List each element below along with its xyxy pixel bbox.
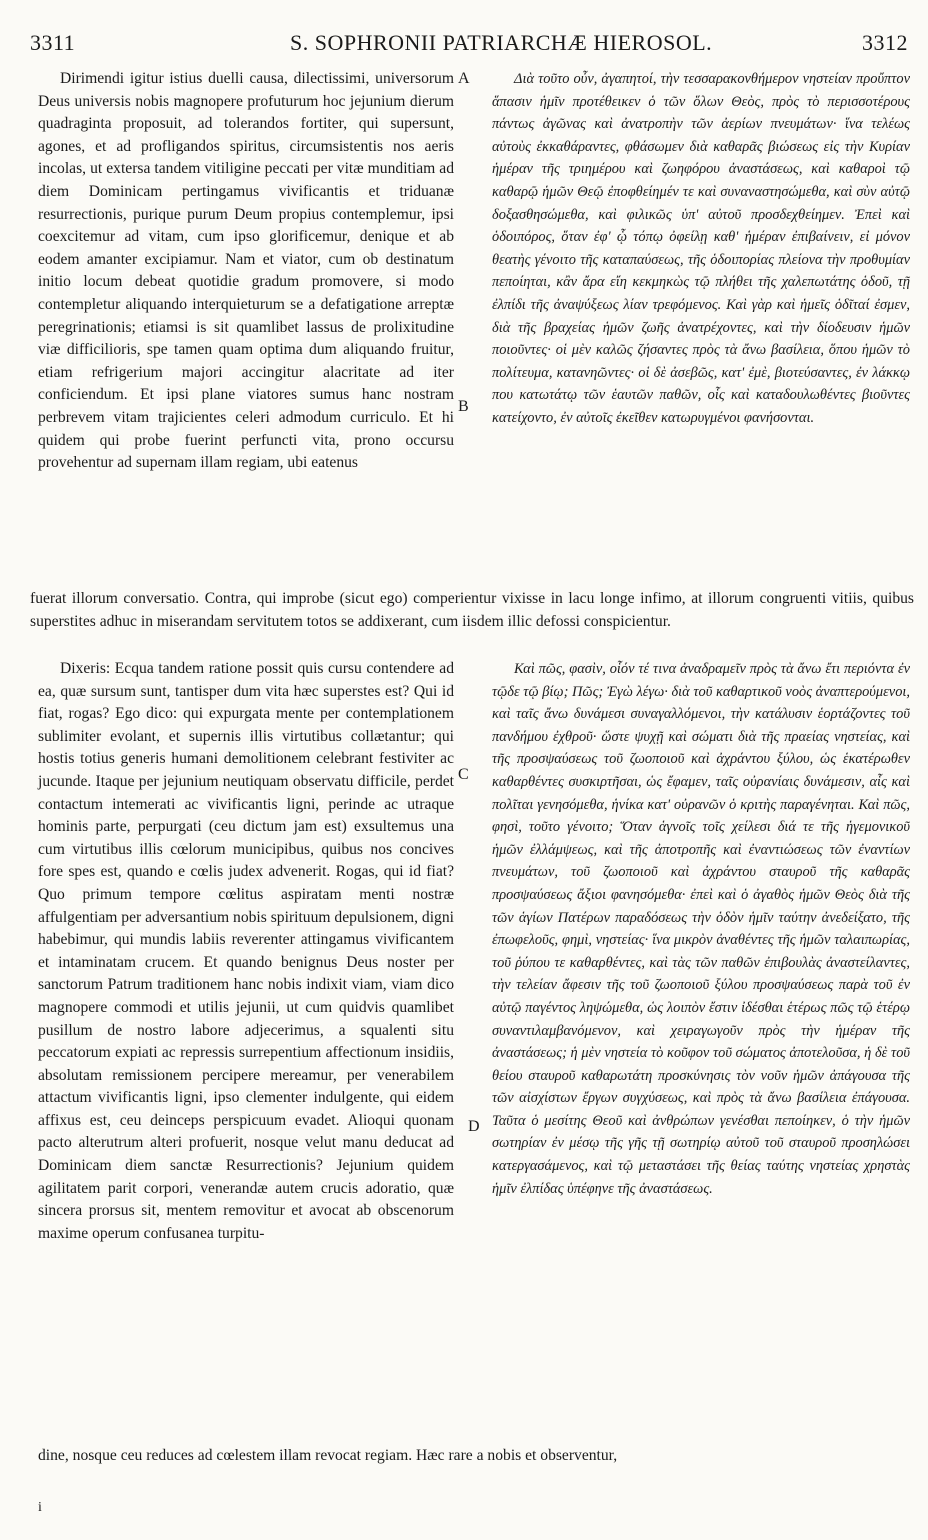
latin-span-paragraph: fuerat illorum conversatio. Contra, qui improbe (sicut ego) comperientur vixisse in lacu longe infimo, at illorum congruenti vitiis, quibus superstites adhuc in miserandam servitutem totos se addixerant, cum iisdem illic defossi conspicientur.: [30, 590, 914, 630]
latin-paragraph: Dixeris: Ecqua tandem ratione possit quis cursu contendere ad ea, quæ sursum sunt, tantisper dum vita hæc superstes est? Qui id fiat, rogas? Ego dico: qui expurgata mente per contemplationem sublimiter evolant, et supernis illis virtutibus collætantur; qui hostis totius generis humani demolitionem celebrant festiviter ac jucunde. Itaque per jejunium neutiquam observatu difficile, perdet contactum intemerati ac vivificantis ligni, perinde ac utraque hominis parte, perpurgati (ceu dictum jam est) exsultemus una cum virtutibus illis cœlorum municipibus, quibus nos concives fore spes est, quando e cœlis judex advenerit. Rogas, qui id fiat? Quo primum tempore cœlitus aspiratam menti nostræ affulgentiam per adversantium nobis spirituum depulsionem, digni habebimur, qui mundis labiis reverenter attingamus vivificantem et intaminatam crucem. Et quando benignus Deus noster per sanctorum Patrum traditionem hanc nobis indixit viam, viam dico magnopere commodi et utilis jejunii, ut cum quidvis quamlibet pusillum de nostro labore adjecerimus, a squalenti situ peccatorum expiati ac repressis surrepentium affectionum insidiis, absolutam remissionem percipere mereamur, per venerabilem attactum vivificantis ligni, ipso clementer indulgente, qui eidem affixus est, ceu deinceps perspicuum evadet. Alioqui quonam pacto alterutrum alteri profuerit, nosque velut manu deducat ad Dominicam diem sanctæ Resurrectionis? Jejunium quidem agilitatem parit corpori, venerandæ autem crucis adoratio, quæ sincera prorsus sit, mentem removitur et avocat ab obscenorum maxime operum confusanea turpitu-: [38, 660, 454, 1242]
page-number-left: 3311: [30, 30, 76, 55]
page-number-right: 3312: [862, 30, 908, 55]
footnote-mark: i: [38, 1500, 42, 1515]
latin-final-paragraph: dine, nosque ceu reduces ad cœlestem illam revocat regiam. Hæc rare a nobis et observentur,: [38, 1447, 618, 1464]
latin-spanning-text: [30, 588, 914, 633]
greek-column-upper: [492, 68, 910, 430]
page-header: [30, 30, 908, 60]
section-marker-c: C: [458, 766, 469, 783]
running-title: S. SOPHRONII PATRIARCHÆ HIEROSOL.: [290, 30, 713, 55]
section-marker-b: B: [458, 398, 469, 415]
section-marker-d: D: [468, 1118, 480, 1135]
greek-paragraph: Καὶ πῶς, φασὶν, οἷόν τέ τινα ἀναδραμεῖν πρὸς τὰ ἄνω ἔτι περιόντα ἐν τῷδε τῷ βίῳ; Πῶς; Ἐγὼ λέγω· διὰ τοῦ καθαρτικοῦ νοὸς ἀναπτερούμενοι, καὶ ταῖς ἄνω δυνάμεσι συναγαλλόμενοι, τὴν κατάλυσιν ἑορτάζοντες τοῦ πανδήμου ἐχθροῦ· ὥστε ψυχῇ καὶ σώματι διὰ τῆς πραείας νηστείας, καὶ τῆς προσψαύσεως τοῦ ζωοποιοῦ καὶ ἀχράντου ξύλου, ὡς ἑκατέρωθεν καθαρθέντες συσκιρτῆσαι, ὡς ἔφαμεν, ταῖς οὐρανίαις δυνάμεσιν, αἷς καὶ πολῖται γενησόμεθα, ἡνίκα κατ' οὐρανῶν ὁ κριτὴς παραγένηται. Καὶ πῶς, φησὶ, τοῦτο γένοιτο; Ὅταν ἁγνοῖς τοῖς χείλεσι διά τε τῆς ἡγεμονικοῦ ἡμῶν ἐλλάμψεως, καὶ τῆς ἀποτροπῆς καὶ ἐναντιώσεως τῶν ἐναντίων πνευμάτων, τοῦ ζωοποιοῦ καὶ ἀχράντου σταυροῦ τῆς καθαρᾶς προσψαύσεως ἄξιοι φανησόμεθα· ἐπεὶ καὶ ὁ ἀγαθὸς ἡμῶν Θεὸς διὰ τῆς τῶν ἁγίων Πατέρων παραδόσεως τὴν ὁδὸν ἡμῖν ταύτην ἀνεδείξατο, τῆς ἐπωφελοῦς, φημὶ, νηστείας· ἵνα μικρὸν ἀναθέντες τῆς ἡμῶν ταλαιπωρίας, τοῦ ῥύπου τε καθαρθέντες, καὶ τὰς τῶν παθῶν ἐπιβουλὰς ἀναστείλαντες, τὴν τελείαν ἄφεσιν τῆς τοῦ ζωοποιοῦ ξύλου προσψαύσεως παρὰ τοῦ ἐν αὐτῷ παγέντος ληψώμεθα, ὡς λοιπὸν ἔστιν ἰδέσθαι ἑτέρως πῶς τῷ ἑτέρῳ συναντιλαμβανόμενον, καὶ χειραγωγοῦν πρὸς τὴν ἡμέραν τῆς ἀναστάσεως; ἡ μὲν νηστεία τὸ κοῦφον τοῦ σώματος ἀποτελοῦσα, ἡ δὲ τοῦ θείου σταυροῦ καθαρωτάτη προσκύνησις τὸν νοῦν ἡμῶν ἀπάγουσα τῆς τῶν αἰσχίστων ἔργων συγχύσεως, καὶ πρὸς τὰ ἄνω βασίλεια ἐπάγουσα. Ταῦτα ὁ μεσίτης Θεοῦ καὶ ἀνθρώπων γενέσθαι πεποίηκεν, ὁ τὴν ἡμῶν σωτηρίαν ἐν μέσῳ τῆς γῆς τῇ σωτηρίῳ αὐτοῦ τοῦ σταυροῦ προσηλώσει κατεργασάμενος, καὶ τῷ μεταστάσει τῆς θείας ταύτης νηστείας χρηστὰς ἡμῖν ἐλπίδας ὑπέφηνε τῆς ἀναστάσεως.: [492, 661, 910, 1197]
greek-paragraph: Διὰ τοῦτο οὖν, ἀγαπητοί, τὴν τεσσαρακονθήμερον νηστείαν προὔπτον ἅπασιν ἡμῖν προτέθεικεν ὁ τῶν ὅλων Θεὸς, πρὸς τὸ περισσοτέρους πάντως ἀγῶνας καὶ ἀνατροπὴν τῶν ἀερίων πνευμάτων· ἵνα τελέως αὐτοὺς ἐκκαθάραντες, φθάσωμεν διὰ καθαρᾶς βιώσεως εἰς τὴν Κυρίαν ἡμέραν τῆς τριημέρου καὶ ζωηφόρου ἀναστάσεως, καὶ καθαροὶ τῷ καθαρῷ ἡμῶν Θεῷ ἐποφθείημέν τε καὶ συναναστησώμεθα, καὶ σὺν αὐτῷ δοξασθησώμεθα, καὶ φιλικῶς ὑπ' αὐτοῦ προσδεχθείημεν. Ἐπεὶ καὶ ὁδοιπόρος, ὅταν ἐφ' ᾧ τόπῳ ὀφείλῃ καθ' ἡμέραν ἐπιβαίνειν, εἰ μόνον θεατὴς γένοιτο τῆς καταπαύσεως, τῆς ὁδοιπορίας πλείονα τὴν προθυμίαν πεποίηται, κἂν ἄρα εἴη κεκμηκὼς τῷ πλήθει τῆς χαλεπωτάτης ὁδοῦ, τῇ ἐλπίδι τῆς ἀναψύξεως λίαν τρεφόμενος. Καὶ γὰρ καὶ ἡμεῖς ὁδῖταί ἐσμεν, διὰ τῆς βραχείας ἡμῶν ζωῆς ἀνατρέχοντες, καὶ τὴν δίοδευσιν ἡμῶν ποιοῦντες· οἱ μὲν καλῶς ζήσαντες πρὸς τὰ ἄνω βασίλεια, ὅπου ἡμῶν τὸ πολίτευμα, κατανηῶντες· οἱ δὲ ἀσεβῶς, κατ' ἐμὲ, βιοτεύσαντες, ἐν λάκκῳ που κατωτάτῳ τῶν ἑαυτῶν παθῶν, οἷς καὶ καταδουλωθέντες βιοῦντες κατείχοντο, ἐν αὐτοῖς ἐκεῖθεν κατωρυγμένοι φανήσονται.: [492, 71, 910, 426]
section-marker-a: A: [458, 70, 470, 87]
latin-column-upper: [38, 68, 454, 475]
latin-paragraph: Dirimendi igitur istius duelli causa, dilectissimi, universorum Deus universis nobis magnopere profuturum hoc jejunium dierum quadraginta proposuit, ad tolerandos fortiter, qui supersunt, agones, et ad profligandos spiritus, circumsistentis nos aeris incolas, ut extersa tandem vitiligine peccati per vitæ munditiam ad diem Dominicam pertingamus vivificantis et triduanæ resurrectionis, purique purum Deum propius contemplemur, ipsi coexcitemur ad vitam, cum ipso glorificemur, denique et ab eodem amanter excipiamur. Nam et viator, cum ob destinatum initio locum debeat quotidie gradum promovere, si modo contempletur aliquando interquieturum se a defatigatione arreptæ peregrinationis; etiamsi is sit quamlibet lassus de prolixitudine viæ difficilioris, spe tamen quam optima dum aliquando fruitur, etiam refrigerium majori accingitur alacritate ad iter conficiendum. Et ipsi plane viatores sumus hanc nostram perbrevem vitam trajicientes celeri admodum curriculo. Et hi quidem qui probe fuerint perfuncti vita, prono occursu provehentur ad supernam illam regiam, ubi eatenus: [38, 70, 454, 472]
greek-column-lower: [492, 658, 910, 1200]
latin-final-line: [38, 1445, 912, 1468]
latin-column-lower: [38, 658, 454, 1245]
